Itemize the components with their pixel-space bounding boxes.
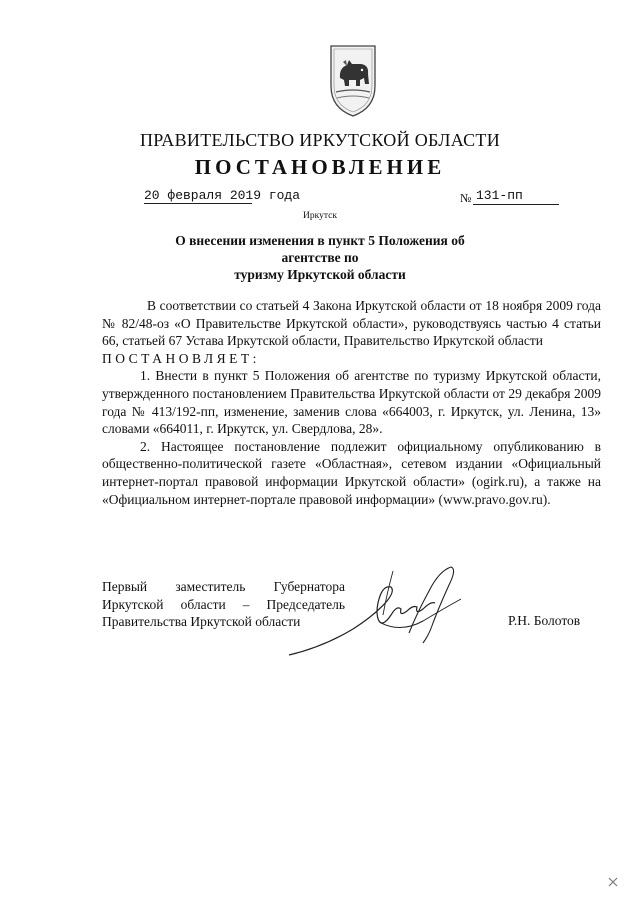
government-name: ПРАВИТЕЛЬСТВО ИРКУТСКОЙ ОБЛАСТИ [139, 130, 501, 150]
position-line-2: Иркутской области – Председатель [102, 596, 345, 612]
scan-mark-icon [607, 876, 619, 888]
subject-line-1: О внесении изменения в пункт 5 Положения об агентстве по [175, 233, 465, 265]
decree-number: 131-пп [476, 188, 523, 203]
subject-line-2: туризму Иркутской области [234, 267, 406, 282]
signatory-name: Р.Н. Болотов [508, 613, 581, 628]
city-name: Иркутск [303, 211, 337, 221]
item-1-paragraph: 1. Внести в пункт 5 Положения об агентстве по туризму Иркутской области, утвержденного постановлением Правительства Иркутской области от 29 декабря 2009 года № 413/192-пп, изменение, заменив слова «664003, г. Иркутск, ул. Ленина, 13» словами «664011, г. Иркутск, ул. Свердлова, 28». [102, 368, 601, 437]
decree-date: 20 февраля 2019 года [144, 188, 301, 203]
number-sign: № [460, 191, 472, 205]
date-underline [144, 203, 252, 204]
preamble-paragraph: В соответствии со статьей 4 Закона Иркутской области от 18 ноября 2009 года № 82/48-оз «О Правительстве Иркутской области», руководствуясь частью 4 статьи 66, статьей 67 Устава Иркутской области, Правительство Иркутской области [102, 298, 601, 349]
number-underline [473, 204, 559, 205]
document-type: ПОСТАНОВЛЕНИЕ [194, 155, 446, 179]
decree-subject [150, 232, 490, 283]
position-line-1: Первый заместитель Губернатора [102, 579, 345, 594]
position-line-3: Правительства Иркутской области [102, 614, 301, 630]
handwritten-signature [283, 563, 473, 663]
decree-body [102, 297, 601, 508]
coat-of-arms-icon [327, 40, 379, 120]
resolves-heading: ПОСТАНОВЛЯЕТ: [102, 350, 260, 366]
item-2-paragraph: 2. Настоящее постановление подлежит официальному опубликованию в общественно-политической газете «Областная», сетевом издании «Официальный интернет-портал правовой информации Иркутской области» (ogirk.ru), а также на «Официальном интернет-портале правовой информации» (www.pravo.gov.ru). [102, 438, 601, 507]
